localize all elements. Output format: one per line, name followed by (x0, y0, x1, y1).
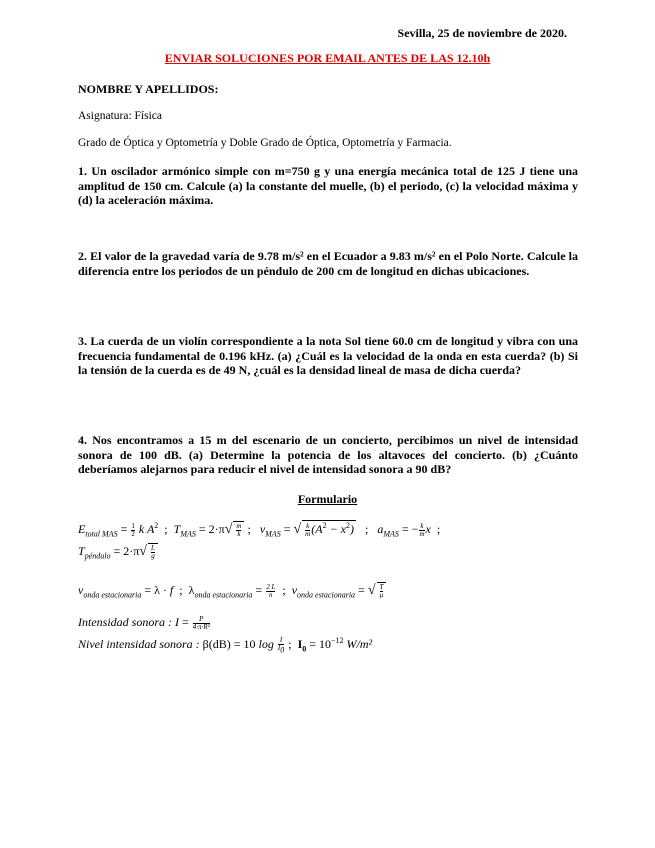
degree-line: Grado de Óptica y Optometría y Doble Grado de Óptica, Optometría y Farmacia. (78, 137, 452, 149)
formula-level-line: Nivel intensidad sonora : β(dB) = 10 log $\frac{I}{I_0}$ ; $I_0 = 10^{-12}$ W/m² (78, 636, 373, 655)
formula-standing-wave-line: $v_{onda estacionaria} = \lambda \cdot f$ ; $\lambda_{onda estacionaria}$ = $\frac{2 L}{n}$ ; $v_{onda estacionaria}$ = √ $\frac{T}{\mu}$ (78, 582, 386, 599)
document-date: Sevilla, 25 de noviembre de 2020. (397, 26, 567, 40)
question-3: 3. La cuerda de un violín correspondiente a la nota Sol tiene 60.0 cm de longitud y vibra con una frecuencia fundamental de 0.196 kHz. (a) ¿Cuál es la velocidad de la onda en esta cuerda? (b) Si la tensión de la cuerda es de 49 N, ¿cuál es la densidad lineal de masa de dicha cuerda? (78, 334, 578, 377)
submission-notice: ENVIAR SOLUCIONES POR EMAIL ANTES DE LAS 12.10h (164, 51, 491, 65)
formula-intensity-line: Intensidad sonora : I = $\frac{P}{\text{4·π·R²}}$ (78, 614, 210, 631)
question-1: 1. Un oscilador armónico simple con m=750 g y una energía mecánica total de 125 J tiene una amplitud de 150 cm. Calcule (a) la constante del muelle, (b) el periodo, (c) la velocidad máxima y (d) la aceleración máxima. (78, 164, 578, 207)
formula-pendulum-line: $T_{péndulo} = 2\cdot\pi√$ $\frac{L}{g}$ (78, 543, 158, 560)
question-2: 2. El valor de la gravedad varía de 9.78 m/s² en el Ecuador a 9.83 m/s² en el Polo Norte. Calcule la diferencia entre los periodos de un péndulo de 200 cm de longitud en dichas ubicaciones. (78, 249, 578, 278)
question-4: 4. Nos encontramos a 15 m del escenario de un concierto, percibimos un nivel de intensidad sonora de 100 dB. (a) Determine la potencia de los altavoces del concierto. (b) ¿Cuánto deberíamos alejarnos para reducir el nivel de intensidad sonora a 90 dB? (78, 433, 578, 476)
subject-line: Asignatura: Física (78, 110, 162, 122)
formula-mas-line: $E_{total MAS}$ = $\frac{1}{2}$ k $A^2$ ; $T_{MAS} = 2\cdot\pi√$ $\frac{m}{k}$ ; $v_{MAS}$ = √ $\frac{k}{m}$ $(A^2 - x^2)$ ; $a_{MAS}$ = − $\frac{k}{m}$ x ; (78, 521, 441, 539)
name-label: NOMBRE Y APELLIDOS: (78, 82, 219, 96)
formulario-title: Formulario (297, 492, 358, 506)
